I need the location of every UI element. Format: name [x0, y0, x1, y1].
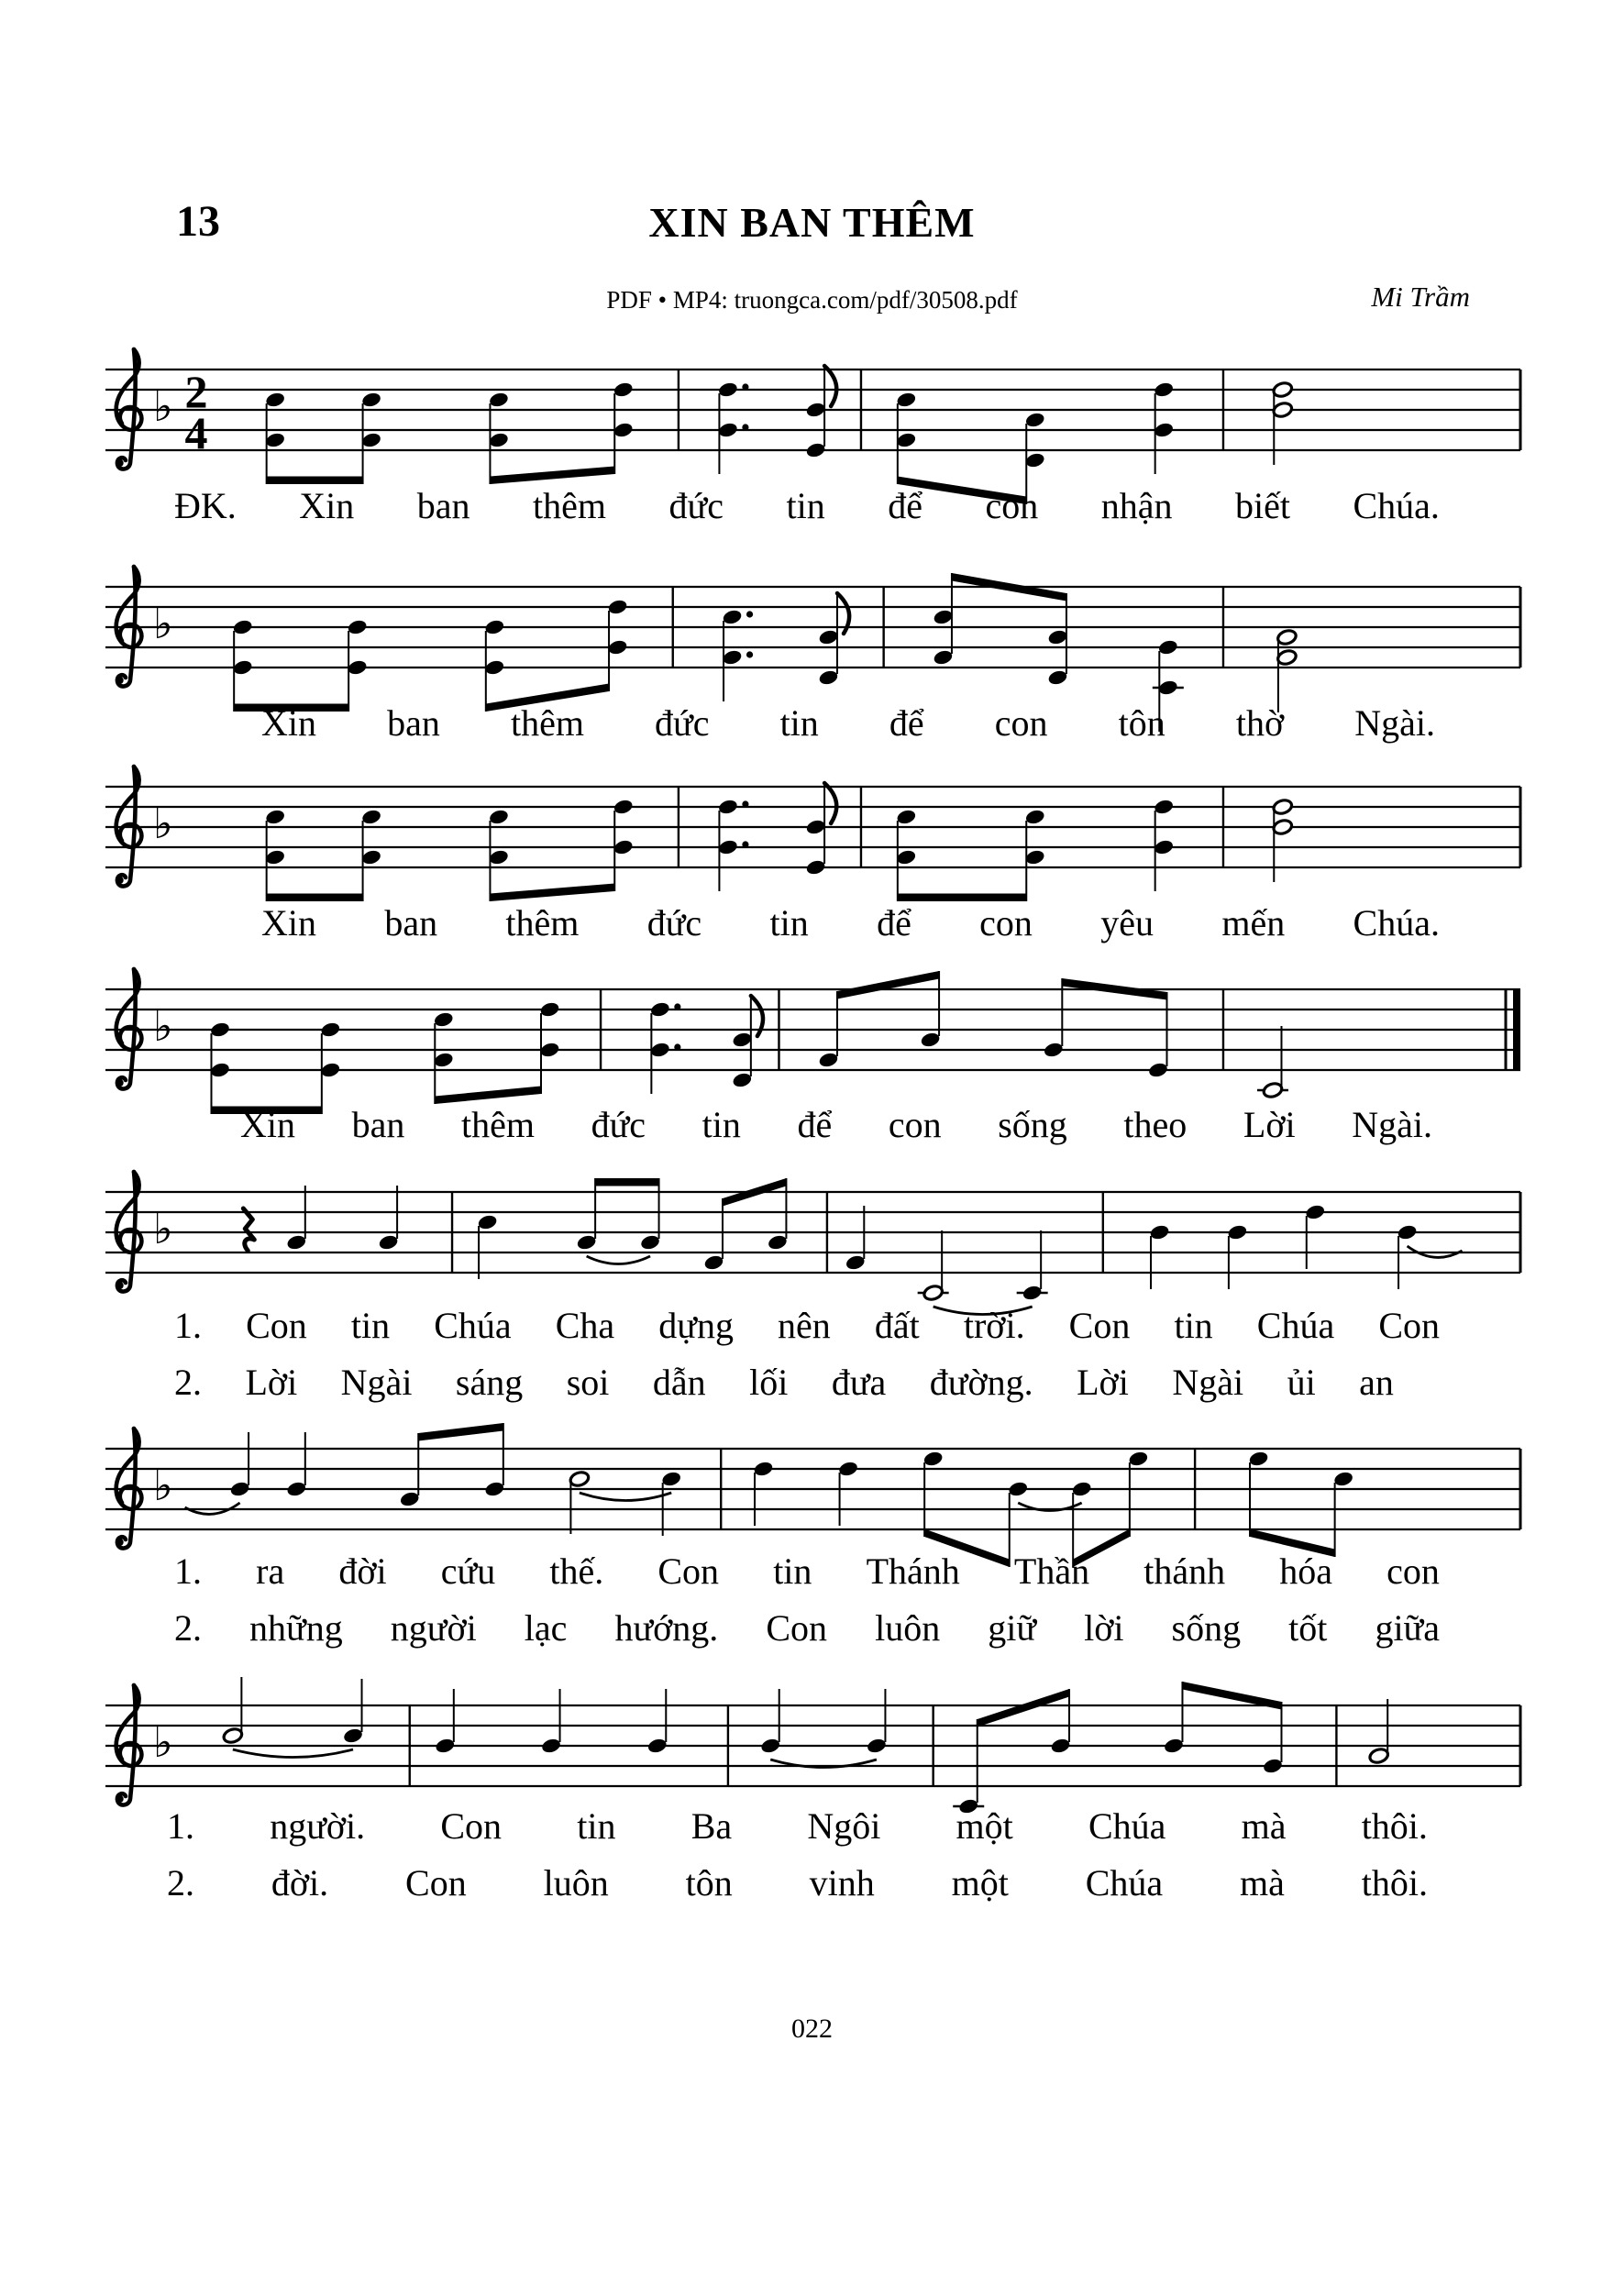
lyric-word: lời [1084, 1607, 1124, 1649]
lyric-word: Ba [690, 1805, 733, 1847]
lyric-word: để [889, 702, 924, 744]
lyric-word: Thánh [866, 1550, 960, 1592]
lyric-word: thôi. [1361, 1862, 1428, 1903]
lyric-word: để [797, 1104, 833, 1145]
lyric-line [261, 901, 1440, 944]
lyric-word: những [249, 1607, 343, 1649]
lyric-word: soi [566, 1362, 610, 1403]
lyric-word: yêu [1100, 902, 1154, 943]
lyric-word: nên [778, 1305, 831, 1346]
lyric-word: Con [440, 1805, 503, 1847]
svg-text:♭: ♭ [153, 1717, 173, 1767]
lyric-word: để [877, 902, 911, 943]
lyric-word: thêm [510, 702, 584, 744]
lyric-word: ban [384, 902, 438, 943]
svg-text:♭: ♭ [153, 599, 173, 648]
lyric-word: nhận [1100, 485, 1173, 526]
svg-text:♭: ♭ [153, 1204, 173, 1253]
lyric-word: người. [270, 1805, 366, 1847]
lyric-word: 1. [174, 1550, 202, 1592]
lyric-word: hóa [1279, 1550, 1332, 1592]
lyric-word: thêm [533, 485, 607, 526]
lyric-word: Xin [240, 1104, 295, 1145]
lyric-word: an [1359, 1362, 1394, 1403]
lyric-word: biết [1235, 485, 1290, 526]
lyric-word: 1. [167, 1805, 194, 1847]
lyric-word: một [956, 1805, 1013, 1847]
svg-text:4: 4 [184, 407, 208, 458]
lyric-word: Lời [1077, 1362, 1129, 1403]
lyric-line [261, 701, 1435, 745]
lyric-word: đức [591, 1104, 646, 1145]
lyric-word: tin [773, 1550, 812, 1592]
lyric-word: 2. [167, 1862, 194, 1903]
lyric-word: Con [766, 1607, 828, 1649]
lyric-word: lối [749, 1362, 789, 1403]
lyric-word: Ngài [340, 1362, 413, 1403]
song-subtitle-link: PDF • MP4: truongca.com/pdf/30508.pdf [606, 286, 1018, 314]
lyric-line [174, 484, 1440, 527]
lyric-word: 1. [174, 1305, 202, 1346]
lyric-word: tin [350, 1305, 391, 1346]
lyric-word: con [994, 702, 1048, 744]
lyric-word: Cha [555, 1305, 615, 1346]
lyric-word: đưa [831, 1362, 887, 1403]
lyric-word: Chúa [1088, 1805, 1166, 1847]
lyric-word: giữ [988, 1607, 1037, 1649]
lyric-word: Lời [1243, 1104, 1296, 1145]
lyric-word: Ngài. [1354, 702, 1435, 744]
lyric-word: thờ [1235, 702, 1285, 744]
lyric-word: sáng [455, 1362, 524, 1403]
lyric-word: người [390, 1607, 477, 1649]
lyric-word: ủi [1287, 1362, 1316, 1403]
lyric-word: đức [655, 702, 710, 744]
lyric-word: Chúa [1256, 1305, 1335, 1346]
lyric-line [167, 1861, 1428, 1904]
lyric-word: Xin [261, 902, 316, 943]
lyric-word: ban [351, 1104, 405, 1145]
lyric-word: Ngài [1172, 1362, 1244, 1403]
lyric-word: mà [1241, 1805, 1287, 1847]
lyric-word: Xin [299, 485, 355, 526]
lyric-word: sống [1171, 1607, 1242, 1649]
lyric-word: Chúa. [1353, 485, 1440, 526]
lyric-word: con [979, 902, 1033, 943]
lyric-word: hướng. [614, 1607, 719, 1649]
lyric-word: thêm [460, 1104, 535, 1145]
lyric-word: cứu [440, 1550, 496, 1592]
lyric-word: Xin [261, 702, 316, 744]
song-title: XIN BAN THÊM [648, 199, 976, 246]
lyric-word: luôn [875, 1607, 941, 1649]
lyric-word: 2. [174, 1607, 202, 1649]
lyric-word: đời. [271, 1862, 329, 1903]
lyric-word: một [951, 1862, 1009, 1903]
lyric-word: con [888, 1104, 942, 1145]
lyric-word: trời. [963, 1305, 1025, 1346]
lyric-word: Con [405, 1862, 467, 1903]
lyric-word: tin [769, 902, 809, 943]
lyric-word: để [888, 485, 922, 526]
lyric-word: Chúa [434, 1305, 512, 1346]
lyric-word: Lời [245, 1362, 298, 1403]
lyric-line [240, 1103, 1432, 1146]
lyric-word: đường. [929, 1362, 1033, 1403]
lyric-word: sống [998, 1104, 1067, 1145]
lyric-word: tôn [1118, 702, 1166, 744]
svg-text:2: 2 [184, 366, 208, 417]
lyric-word: tin [702, 1104, 741, 1145]
lyric-word: đời [338, 1550, 387, 1592]
lyric-word: thánh [1143, 1550, 1226, 1592]
lyric-word: thôi. [1361, 1805, 1428, 1847]
lyric-word: dựng [658, 1305, 734, 1346]
lyric-word: Chúa. [1353, 902, 1440, 943]
svg-text:♭: ♭ [153, 381, 173, 431]
lyric-word: đức [646, 902, 702, 943]
lyric-word: đất [874, 1305, 920, 1346]
lyric-word: Chúa [1085, 1862, 1164, 1903]
lyric-word: tốt [1288, 1607, 1328, 1649]
svg-text:♭: ♭ [153, 1001, 173, 1051]
lyric-word: đức [668, 485, 724, 526]
lyric-word: Con [1068, 1305, 1131, 1346]
lyric-word: giữa [1375, 1607, 1440, 1649]
lyric-word: tôn [685, 1862, 733, 1903]
page-number: 022 [791, 2014, 833, 2044]
lyric-word: Con [657, 1550, 720, 1592]
lyric-line [174, 1361, 1394, 1404]
lyric-word: dẫn [652, 1362, 706, 1403]
lyric-word: tin [1174, 1305, 1213, 1346]
lyric-word: thế. [549, 1550, 604, 1592]
svg-text:♭: ♭ [153, 799, 173, 848]
lyric-word: tin [577, 1805, 616, 1847]
lyric-word: con [985, 485, 1039, 526]
lyric-word: luôn [543, 1862, 609, 1903]
lyric-word: tin [786, 485, 825, 526]
lyric-word: mến [1221, 902, 1286, 943]
lyric-word: Thần [1013, 1550, 1090, 1592]
lyric-word: Ngôi [807, 1805, 881, 1847]
lyric-word: ban [416, 485, 470, 526]
lyric-word: mà [1240, 1862, 1285, 1903]
lyric-line [174, 1606, 1440, 1650]
lyric-word: Con [246, 1305, 307, 1346]
lyric-word: ra [256, 1550, 285, 1592]
lyric-word: vinh [809, 1862, 875, 1903]
lyric-word: tin [779, 702, 819, 744]
lyric-word: ban [387, 702, 440, 744]
composer-name: Mi Trầm [1371, 281, 1470, 313]
svg-text:♭: ♭ [153, 1461, 173, 1510]
lyric-line [174, 1550, 1440, 1593]
lyric-line [167, 1804, 1428, 1848]
lyric-word: thêm [505, 902, 580, 943]
lyric-word: Ngài. [1352, 1104, 1432, 1145]
lyric-word: Con [1378, 1305, 1440, 1346]
lyric-word: theo [1123, 1104, 1188, 1145]
lyric-word: lạc [524, 1607, 568, 1649]
lyric-word: 2. [174, 1362, 202, 1403]
lyric-word: ĐK. [174, 485, 237, 526]
lyric-line [174, 1304, 1440, 1347]
lyric-word: con [1386, 1550, 1440, 1592]
song-number: 13 [176, 197, 220, 246]
